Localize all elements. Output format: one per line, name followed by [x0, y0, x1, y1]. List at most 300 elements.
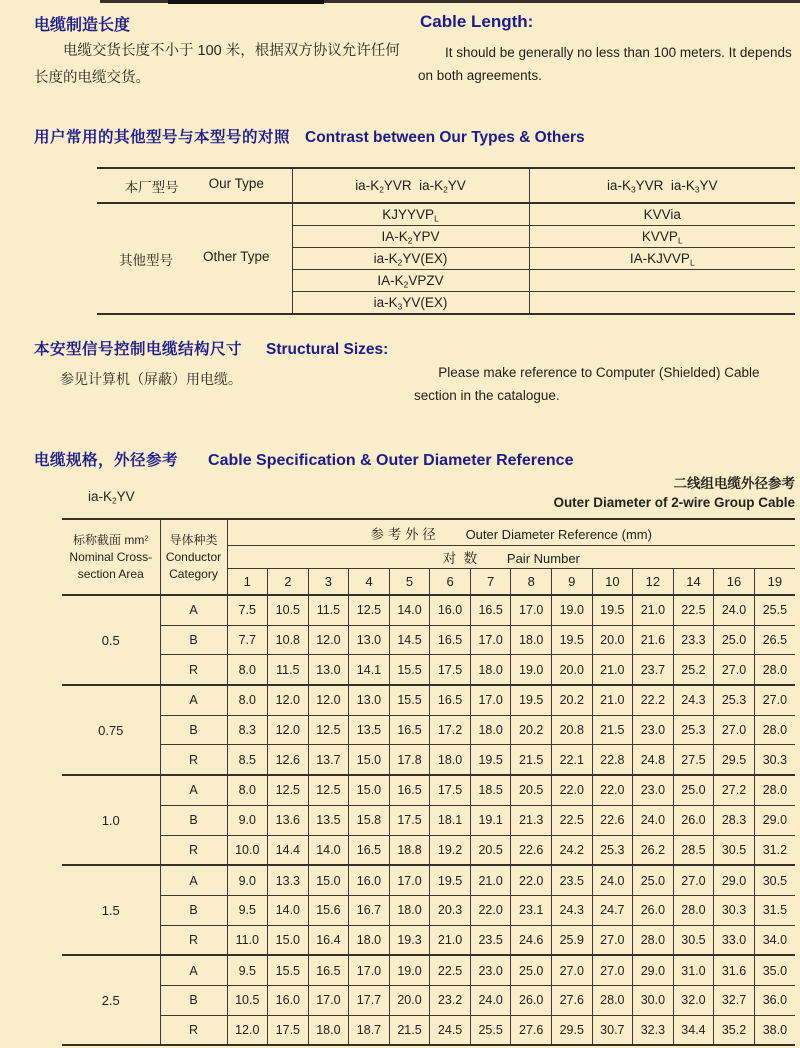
od-value-cell: 23.2 [430, 985, 471, 1015]
od-value-cell: 16.5 [470, 595, 511, 625]
od-value-cell: 8.5 [227, 745, 268, 775]
od-value-cell: 18.0 [470, 715, 511, 745]
od-value-cell: 11.5 [268, 655, 309, 685]
table-row [97, 203, 795, 226]
od-value-cell: 18.0 [349, 925, 390, 955]
od-value-cell: 15.0 [349, 745, 390, 775]
our-type-zh: 本厂型号 [124, 179, 179, 195]
od-value-cell: 13.0 [349, 625, 390, 655]
od-value-cell: 19.0 [552, 595, 593, 625]
spec-note [395, 474, 795, 512]
spec-model-label: $ia-K_2YV$ [88, 489, 135, 506]
od-value-cell: 27.5 [673, 745, 714, 775]
od-value-cell: 17.0 [470, 625, 511, 655]
od-value-cell: 27.0 [714, 715, 755, 745]
cable-length-body-en: It should be generally no less than 100 meters. It depends on both agreements. [418, 45, 792, 83]
header-line: 标称截面 $mm^2$ [73, 532, 149, 547]
od-value-cell: 17.5 [268, 1015, 309, 1045]
od-value-cell: 22.6 [592, 805, 633, 835]
od-value-cell: 30.0 [633, 985, 674, 1015]
structural-body-en: Please make reference to Computer (Shielded) Cable section in the catalogue. [414, 365, 760, 403]
spec-note-en: Outer Diameter of 2-wire Group Cable [553, 495, 795, 510]
od-value-cell: 25.3 [714, 685, 755, 715]
od-value-cell: 12.5 [308, 775, 349, 805]
contrast-heading [34, 125, 585, 147]
od-value-cell: 20.3 [430, 895, 471, 925]
od-value-cell: 18.8 [389, 835, 430, 865]
od-value-cell: 35.2 [714, 1015, 755, 1045]
od-value-cell: 23.5 [470, 925, 511, 955]
page-top-rule-dark [168, 0, 324, 4]
od-value-cell: 24.0 [470, 985, 511, 1015]
od-value-cell: 23.5 [552, 865, 593, 895]
conductor-category-cell: R [160, 1015, 227, 1045]
od-value-cell: 22.0 [470, 895, 511, 925]
pair-number-cell: 9 [552, 569, 593, 596]
od-value-cell: 31.6 [714, 955, 755, 985]
structural-body-zh: 参见计算机（屏蔽）用电缆。 [60, 371, 242, 387]
spec-data-row [62, 595, 795, 625]
od-value-cell: 25.0 [673, 775, 714, 805]
od-value-cell: 17.0 [349, 955, 390, 985]
od-value-cell: 17.7 [349, 985, 390, 1015]
od-value-cell: 28.0 [754, 715, 795, 745]
od-value-cell: 27.0 [592, 955, 633, 985]
od-value-cell: 14.0 [389, 595, 430, 625]
spec-data-row [62, 685, 795, 715]
od-value-cell: 13.5 [349, 715, 390, 745]
od-value-cell: 14.5 [389, 625, 430, 655]
od-value-cell: 22.5 [552, 805, 593, 835]
od-value-cell: 12.0 [308, 685, 349, 715]
od-value-cell: 27.6 [511, 1015, 552, 1045]
od-value-cell: 15.5 [389, 655, 430, 685]
od-value-cell: 16.5 [430, 625, 471, 655]
conductor-category-cell: R [160, 835, 227, 865]
od-value-cell: 24.2 [552, 835, 593, 865]
od-value-cell: 28.3 [714, 805, 755, 835]
od-value-cell: 9.5 [227, 895, 268, 925]
od-value-cell: 16.5 [389, 715, 430, 745]
od-value-cell: 18.0 [389, 895, 430, 925]
od-value-cell: 26.0 [673, 805, 714, 835]
conductor-category-cell: R [160, 745, 227, 775]
od-value-cell: 19.5 [552, 625, 593, 655]
od-value-cell: 25.5 [754, 595, 795, 625]
od-value-cell: 30.7 [592, 1015, 633, 1045]
od-value-cell: 18.7 [349, 1015, 390, 1045]
od-value-cell: 29.0 [754, 805, 795, 835]
cable-length-title-zh: 电缆制造长度 [34, 17, 131, 34]
od-value-cell: 15.6 [308, 895, 349, 925]
pair-number-cell: 6 [430, 569, 471, 596]
od-value-cell: 10.5 [268, 595, 309, 625]
od-value-cell: 12.5 [308, 715, 349, 745]
pair-number-cell: 3 [308, 569, 349, 596]
conductor-category-cell: A [160, 955, 227, 985]
od-value-cell: 32.3 [633, 1015, 674, 1045]
pair-number-cell: 16 [714, 569, 755, 596]
od-value-cell: 22.1 [552, 745, 593, 775]
od-value-cell: 28.0 [754, 655, 795, 685]
pair-number-cell: 8 [511, 569, 552, 596]
spec-data-row [62, 655, 795, 685]
conductor-category-cell: B [160, 625, 227, 655]
type-contrast-table [97, 167, 795, 315]
other-type-value: $ia-K_3YV(EX)$ [292, 292, 529, 315]
structural-heading [34, 337, 388, 359]
od-value-cell: 22.0 [552, 775, 593, 805]
od-value-cell: 16.0 [349, 865, 390, 895]
od-value-cell: 30.5 [714, 835, 755, 865]
od-value-cell: 19.5 [592, 595, 633, 625]
od-value-cell: 29.0 [714, 865, 755, 895]
od-value-cell: 18.0 [511, 625, 552, 655]
od-value-cell: 24.6 [511, 925, 552, 955]
od-value-cell: 18.5 [470, 775, 511, 805]
od-value-cell: 13.3 [268, 865, 309, 895]
pair-number-cell: 4 [349, 569, 390, 596]
od-value-cell: 32.7 [714, 985, 755, 1015]
od-value-cell: 19.5 [511, 685, 552, 715]
od-value-cell: 23.0 [633, 775, 674, 805]
table-row [97, 168, 795, 203]
od-value-cell: 34.0 [754, 925, 795, 955]
od-value-cell: 17.5 [389, 805, 430, 835]
od-value-cell: 19.0 [511, 655, 552, 685]
od-value-cell: 28.0 [673, 895, 714, 925]
header-line: Conductor [165, 549, 222, 564]
od-value-cell: 18.0 [308, 1015, 349, 1045]
header-line: 导体种类 [169, 532, 218, 547]
od-value-cell: 9.0 [227, 865, 268, 895]
od-value-cell: 25.0 [511, 955, 552, 985]
od-value-cell: 10.0 [227, 835, 268, 865]
od-value-cell: 14.4 [268, 835, 309, 865]
od-value-cell: 21.0 [430, 925, 471, 955]
od-value-cell: 29.0 [633, 955, 674, 985]
od-value-cell: 14.1 [349, 655, 390, 685]
od-value-cell: 12.6 [268, 745, 309, 775]
od-value-cell: 27.6 [552, 985, 593, 1015]
header-line: Category [169, 566, 218, 581]
od-value-cell: 21.3 [511, 805, 552, 835]
od-value-cell: 23.1 [511, 895, 552, 925]
od-value-cell: 25.9 [552, 925, 593, 955]
od-value-cell: 17.0 [470, 685, 511, 715]
od-value-cell: 27.0 [714, 655, 755, 685]
other-type-value [529, 270, 795, 292]
pair-number-cell: 5 [389, 569, 430, 596]
od-value-cell: 17.0 [389, 865, 430, 895]
cable-length-title-en: Cable Length: [420, 12, 534, 31]
pair-number-cell: 2 [268, 569, 309, 596]
our-type-label-cell [97, 168, 292, 203]
od-value-cell: 8.0 [227, 655, 268, 685]
od-value-cell: 16.0 [430, 595, 471, 625]
other-type-value: $KJYYVP_L$ [292, 203, 529, 226]
od-value-cell: 12.0 [227, 1015, 268, 1045]
od-value-cell: 15.0 [268, 925, 309, 955]
od-value-cell: 17.5 [430, 655, 471, 685]
od-value-cell: 19.3 [389, 925, 430, 955]
conductor-category-cell: R [160, 925, 227, 955]
pair-number-header-en: Pair Number [506, 551, 580, 566]
od-value-cell: 8.0 [227, 685, 268, 715]
od-value-cell: 19.1 [470, 805, 511, 835]
od-value-cell: 13.6 [268, 805, 309, 835]
od-value-cell: 16.0 [268, 985, 309, 1015]
od-value-cell: 16.5 [389, 775, 430, 805]
pair-number-cell: 10 [592, 569, 633, 596]
contrast-heading-en: Contrast between Our Types & Others [305, 129, 585, 146]
other-type-value: KVVia [529, 203, 795, 226]
other-type-value: $ia-K_2YV(EX)$ [292, 248, 529, 270]
od-value-cell: 13.5 [308, 805, 349, 835]
spec-data-row [62, 745, 795, 775]
header-line: Nominal Cross- [69, 549, 153, 564]
od-value-cell: 13.7 [308, 745, 349, 775]
od-value-cell: 20.0 [592, 625, 633, 655]
od-value-cell: 22.0 [592, 775, 633, 805]
od-value-cell: 31.0 [673, 955, 714, 985]
od-value-cell: 24.0 [592, 865, 633, 895]
spec-header-row [62, 519, 795, 546]
our-type-value: $ia-K_2YVR$ $ia-K_2YV$ [292, 168, 529, 203]
spec-data-row [62, 835, 795, 865]
od-value-cell: 16.7 [349, 895, 390, 925]
od-value-cell: 20.5 [470, 835, 511, 865]
od-value-cell: 19.0 [389, 955, 430, 985]
od-value-cell: 25.0 [633, 865, 674, 895]
od-value-cell: 23.0 [633, 715, 674, 745]
cross-section-size-cell: 2.5 [62, 955, 160, 1045]
od-value-cell: 21.5 [389, 1015, 430, 1045]
conductor-category-cell: B [160, 895, 227, 925]
od-value-cell: 24.3 [673, 685, 714, 715]
outer-diameter-header [227, 519, 795, 546]
od-value-cell: 19.2 [430, 835, 471, 865]
spec-data-row [62, 865, 795, 895]
od-value-cell: 22.5 [673, 595, 714, 625]
od-value-cell: 22.6 [511, 835, 552, 865]
conductor-category-cell: A [160, 865, 227, 895]
od-value-cell: 20.0 [552, 655, 593, 685]
od-value-cell: 12.5 [349, 595, 390, 625]
od-value-cell: 12.5 [268, 775, 309, 805]
od-value-cell: 22.5 [430, 955, 471, 985]
od-value-cell: 21.0 [592, 685, 633, 715]
od-value-cell: 27.0 [552, 955, 593, 985]
spec-table [62, 518, 795, 1046]
conductor-category-cell: B [160, 805, 227, 835]
spec-data-row [62, 895, 795, 925]
od-value-cell: 22.0 [511, 865, 552, 895]
spec-data-row [62, 715, 795, 745]
od-value-cell: 30.3 [754, 745, 795, 775]
od-value-cell: 24.0 [714, 595, 755, 625]
od-value-cell: 17.2 [430, 715, 471, 745]
od-value-cell: 24.8 [633, 745, 674, 775]
other-type-label-cell [97, 203, 292, 314]
pair-number-cell: 14 [673, 569, 714, 596]
od-value-cell: 17.8 [389, 745, 430, 775]
od-value-cell: 28.0 [754, 775, 795, 805]
od-value-cell: 20.0 [389, 985, 430, 1015]
conductor-category-cell: A [160, 775, 227, 805]
other-type-value [529, 292, 795, 315]
od-value-cell: 18.1 [430, 805, 471, 835]
od-value-cell: 15.0 [349, 775, 390, 805]
conductor-category-cell: B [160, 715, 227, 745]
od-value-cell: 24.7 [592, 895, 633, 925]
od-value-cell: 25.2 [673, 655, 714, 685]
od-value-cell: 20.5 [511, 775, 552, 805]
structural-heading-zh: 本安型信号控制电缆结构尺寸 [34, 341, 243, 358]
od-value-cell: 23.3 [673, 625, 714, 655]
contrast-heading-zh: 用户常用的其他型号与本型号的对照 [34, 129, 291, 146]
other-type-value: $IA-K_2VPZV$ [292, 270, 529, 292]
cable-length-body-zh: 电缆交货长度不小于 100 米，根据双方协议允许任何长度的电缆交货。 [34, 43, 400, 86]
od-value-cell: 30.3 [714, 895, 755, 925]
od-value-cell: 17.5 [430, 775, 471, 805]
outer-diameter-header-en: Outer Diameter Reference (mm) [465, 526, 652, 542]
od-value-cell: 28.0 [633, 925, 674, 955]
outer-diameter-header-zh: 参 考 外 径 [370, 526, 436, 542]
header-line: section Area [77, 566, 144, 581]
other-type-zh: 其他型号 [118, 252, 173, 268]
od-value-cell: 27.0 [754, 685, 795, 715]
od-value-cell: 21.5 [592, 715, 633, 745]
od-value-cell: 28.5 [673, 835, 714, 865]
nominal-cross-section-header [62, 519, 160, 595]
od-value-cell: 14.0 [268, 895, 309, 925]
od-value-cell: 9.0 [227, 805, 268, 835]
pair-number-cell: 1 [227, 569, 268, 596]
cross-section-size-cell: 1.5 [62, 865, 160, 955]
od-value-cell: 7.5 [227, 595, 268, 625]
spec-data-row [62, 985, 795, 1015]
od-value-cell: 12.0 [268, 715, 309, 745]
od-value-cell: 26.0 [511, 985, 552, 1015]
od-value-cell: 27.2 [714, 775, 755, 805]
od-value-cell: 16.5 [430, 685, 471, 715]
spec-data-row [62, 1015, 795, 1045]
od-value-cell: 15.8 [349, 805, 390, 835]
od-value-cell: 30.5 [673, 925, 714, 955]
od-value-cell: 19.5 [470, 745, 511, 775]
od-value-cell: 13.0 [349, 685, 390, 715]
od-value-cell: 33.0 [714, 925, 755, 955]
od-value-cell: 38.0 [754, 1015, 795, 1045]
od-value-cell: 20.2 [511, 715, 552, 745]
od-value-cell: 21.5 [511, 745, 552, 775]
spec-note-zh: 二线组电缆外径参考 [673, 476, 795, 491]
od-value-cell: 26.0 [633, 895, 674, 925]
od-value-cell: 21.6 [633, 625, 674, 655]
our-type-en: Our Type [208, 175, 264, 191]
conductor-category-cell: A [160, 685, 227, 715]
conductor-category-cell: R [160, 655, 227, 685]
od-value-cell: 27.0 [673, 865, 714, 895]
od-value-cell: 29.5 [552, 1015, 593, 1045]
od-value-cell: 27.0 [592, 925, 633, 955]
spec-data-row [62, 805, 795, 835]
od-value-cell: 8.3 [227, 715, 268, 745]
od-value-cell: 23.7 [633, 655, 674, 685]
spec-heading [34, 448, 573, 470]
cross-section-size-cell: 1.0 [62, 775, 160, 865]
od-value-cell: 24.5 [430, 1015, 471, 1045]
od-value-cell: 21.0 [633, 595, 674, 625]
od-value-cell: 23.0 [470, 955, 511, 985]
od-value-cell: 30.5 [754, 865, 795, 895]
pair-number-header-zh: 对 数 [442, 551, 478, 566]
od-value-cell: 15.5 [268, 955, 309, 985]
spec-heading-en: Cable Specification & Outer Diameter Reference [208, 452, 574, 469]
od-value-cell: 31.5 [754, 895, 795, 925]
od-value-cell: 24.0 [633, 805, 674, 835]
cross-section-size-cell: 0.5 [62, 595, 160, 685]
od-value-cell: 16.5 [349, 835, 390, 865]
spec-data-row [62, 955, 795, 985]
od-value-cell: 18.0 [430, 745, 471, 775]
od-value-cell: 22.8 [592, 745, 633, 775]
od-value-cell: 14.0 [308, 835, 349, 865]
od-value-cell: 26.2 [633, 835, 674, 865]
structural-heading-en: Structural Sizes: [266, 341, 389, 358]
od-value-cell: 10.5 [227, 985, 268, 1015]
od-value-cell: 20.2 [552, 685, 593, 715]
conductor-category-cell: A [160, 595, 227, 625]
conductor-category-header [160, 519, 227, 595]
cross-section-size-cell: 0.75 [62, 685, 160, 775]
od-value-cell: 15.0 [308, 865, 349, 895]
od-value-cell: 25.0 [714, 625, 755, 655]
od-value-cell: 12.0 [308, 625, 349, 655]
pair-number-cell: 7 [470, 569, 511, 596]
pair-number-header [227, 546, 795, 569]
od-value-cell: 36.0 [754, 985, 795, 1015]
spec-heading-zh: 电缆规格，外径参考 [34, 452, 179, 469]
other-type-value: $IA-KJVVP_L$ [529, 248, 795, 270]
pair-number-cell: 19 [754, 569, 795, 596]
od-value-cell: 10.8 [268, 625, 309, 655]
spec-data-row [62, 775, 795, 805]
spec-data-row [62, 625, 795, 655]
od-value-cell: 11.5 [308, 595, 349, 625]
other-type-value: $KVVP_L$ [529, 226, 795, 248]
od-value-cell: 13.0 [308, 655, 349, 685]
od-value-cell: 28.0 [592, 985, 633, 1015]
spec-data-row [62, 925, 795, 955]
conductor-category-cell: B [160, 985, 227, 1015]
od-value-cell: 31.2 [754, 835, 795, 865]
od-value-cell: 17.0 [308, 985, 349, 1015]
od-value-cell: 25.3 [673, 715, 714, 745]
od-value-cell: 17.0 [511, 595, 552, 625]
od-value-cell: 7.7 [227, 625, 268, 655]
od-value-cell: 25.5 [470, 1015, 511, 1045]
od-value-cell: 35.0 [754, 955, 795, 985]
other-type-en: Other Type [202, 248, 270, 264]
od-value-cell: 11.0 [227, 925, 268, 955]
od-value-cell: 20.8 [552, 715, 593, 745]
od-value-cell: 21.0 [470, 865, 511, 895]
other-type-value: $IA-K_2YPV$ [292, 226, 529, 248]
od-value-cell: 19.5 [430, 865, 471, 895]
od-value-cell: 18.0 [470, 655, 511, 685]
